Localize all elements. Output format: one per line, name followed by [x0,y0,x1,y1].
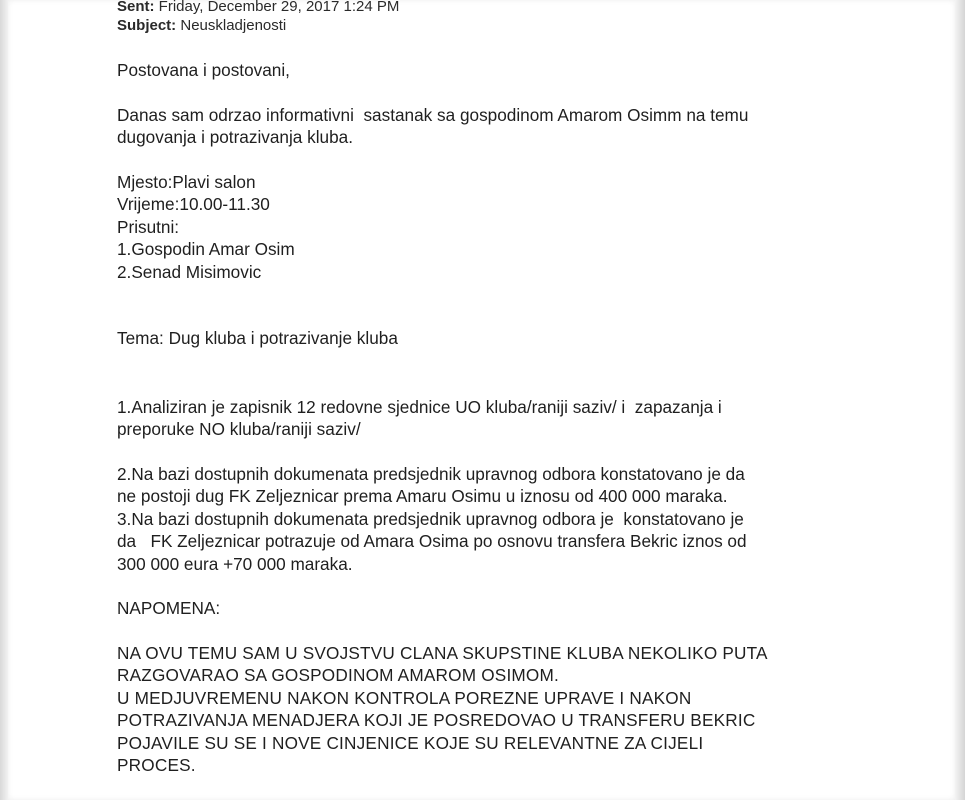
subject-value: Neuskladjenosti [180,17,287,34]
document-page [8,0,955,800]
present-item-2: 2.Senad Misimovic [117,261,262,282]
note-line-4: POTRAZIVANJA MENADJERA KOJI JE POSREDOVAO U TRANSFERU BEKRIC [117,710,756,730]
subject-row [117,16,399,35]
email-header [117,0,399,35]
note-line-6: PROCES. [117,755,196,775]
meeting-place: Mjesto:Plavi salon [117,171,256,192]
note-line-1: NA OVU TEMU SAM U SVOJSTVU CLANA SKUPSTINE KLUBA NEKOLIKO PUTA [117,642,768,663]
item-3-line-1: 3.Na bazi dostupnih dokumenata predsjednik upravnog odbora je konstatovano je [117,508,744,529]
intro-line-2: dugovanja i potrazivanja kluba. [117,127,354,147]
greeting: Postovana i postovani, [117,60,290,80]
note-line-5: POJAVILE SU SE I NOVE CINJENICE KOJE SU RELEVANTNE ZA CIJELI [117,732,704,753]
present-label: Prisutni: [117,216,180,237]
note-line-2: RAZGOVARAO SA GOSPODINOM AMAROM OSIMOM. [117,665,559,685]
meeting-time: Vrijeme:10.00-11.30 [117,194,270,214]
item-3-line-2: da FK Zeljeznicar potrazuje od Amara Osima po osnovu transfera Bekric iznos od [117,531,747,551]
note-label: NAPOMENA: [117,598,221,618]
topic: Tema: Dug kluba i potrazivanje kluba [117,328,398,348]
present-item-1: 1.Gospodin Amar Osim [117,239,295,259]
item-1-line-2: preporuke NO kluba/raniji saziv/ [117,419,361,439]
subject-label: Subject: [117,17,177,34]
sent-label: Sent: [117,0,155,15]
intro-line-1: Danas sam odrzao informativni sastanak sa gospodinom Amarom Osimm na temu [117,104,749,125]
item-3-line-3: 300 000 eura +70 000 maraka. [117,553,353,574]
page-edge-right [955,0,965,800]
item-1-line-1: 1.Analiziran je zapisnik 12 redovne sjednice UO kluba/raniji saziv/ i zapazanja i [117,396,722,417]
note-line-3: U MEDJUVREMENU NAKON KONTROLA POREZNE UPRAVE I NAKON [117,687,692,708]
page-edge-left [0,0,8,800]
item-2-line-1: 2.Na bazi dostupnih dokumenata predsjednik upravnog odbora konstatovano je da [117,463,745,484]
sent-row [117,0,399,16]
item-2-line-2: ne postoji dug FK Zeljeznicar prema Amaru Osimu u iznosu od 400 000 maraka. [117,486,728,506]
email-body [117,59,877,777]
sent-value: Friday, December 29, 2017 1:24 PM [158,0,400,15]
